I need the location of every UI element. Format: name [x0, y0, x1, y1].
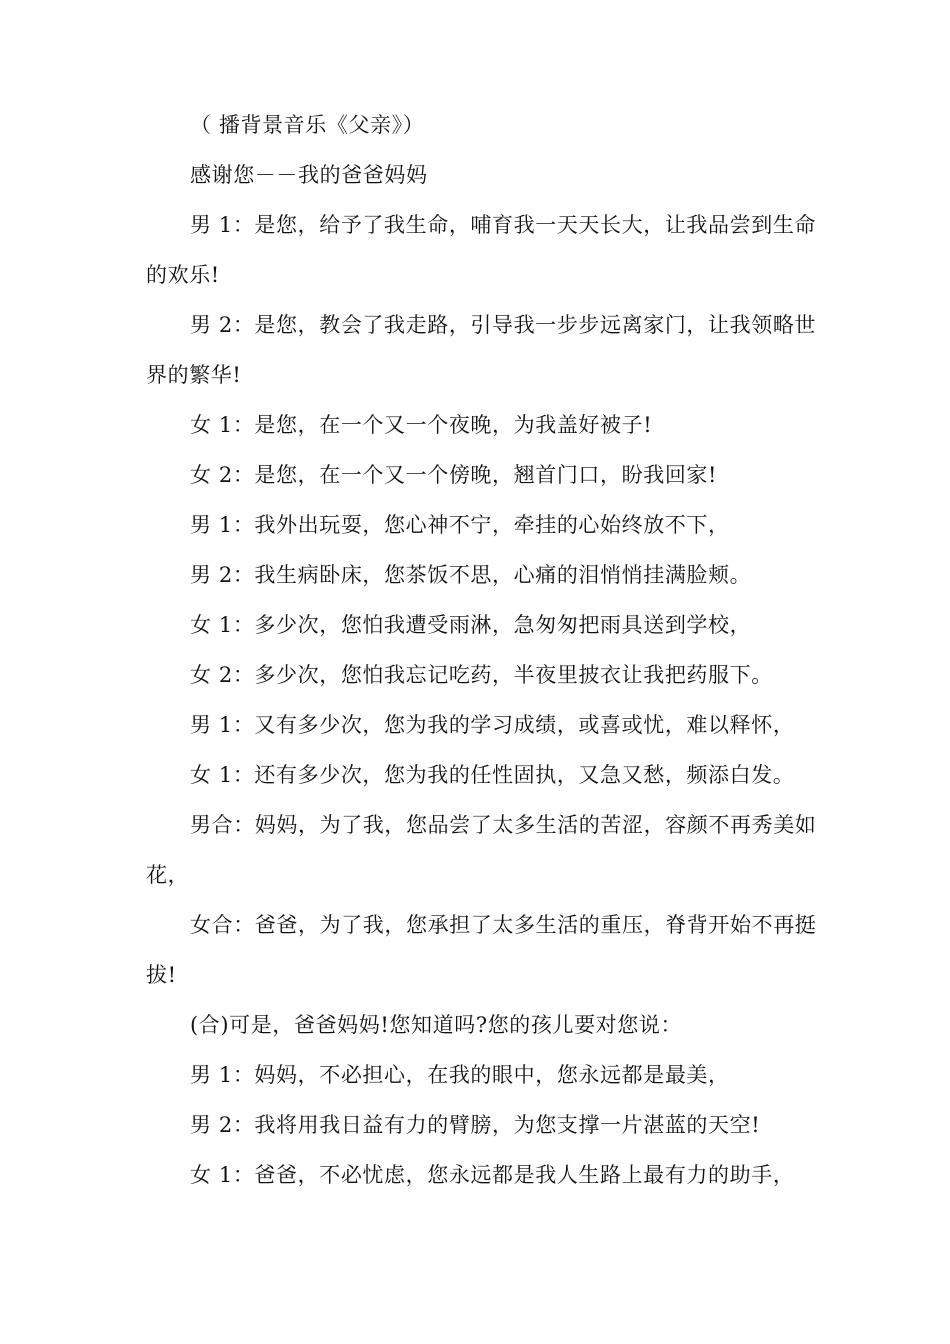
- script-line: 女 2：多少次，您怕我忘记吃药，半夜里披衣让我把药服下。: [190, 663, 773, 687]
- script-line: 男 2：我将用我日益有力的臂膀，为您支撑一片湛蓝的天空!: [190, 1113, 761, 1137]
- script-line: 男合：妈妈，为了我，您品尝了太多生活的苦涩，容颜不再秀美如花，: [146, 813, 817, 887]
- script-line: 男 1：又有多少次，您为我的学习成绩，或喜或忧，难以释怀，: [190, 713, 795, 737]
- program-title: 感谢您－－我的爸爸妈妈: [190, 163, 428, 187]
- script-line: 女 1：是您，在一个又一个夜晚，为我盖好被子!: [190, 413, 653, 437]
- script-line: 男 1：是您，给予了我生命，哺育我一天天长大，让我品尝到生命的欢乐!: [146, 213, 817, 287]
- document-body: [146, 100, 821, 1200]
- script-line: 女 1：多少次，您怕我遭受雨淋，急匆匆把雨具送到学校，: [190, 613, 752, 637]
- script-line: (合)可是，爸爸妈妈!您知道吗?您的孩儿要对您说：: [190, 1013, 683, 1037]
- script-line: 女合：爸爸，为了我，您承担了太多生活的重压，脊背开始不再挺拔!: [146, 913, 817, 987]
- script-line: 男 1：我外出玩耍，您心神不宁，牵挂的心始终放不下，: [190, 513, 730, 537]
- music-note: （ 播背景音乐《父亲》）: [190, 113, 425, 137]
- script-line: 女 1：还有多少次，您为我的任性固执，又急又愁，频添白发。: [190, 763, 795, 787]
- script-line: 男 2：是您，教会了我走路，引导我一步步远离家门，让我领略世界的繁华!: [146, 313, 817, 387]
- script-line: 女 1：爸爸，不必忧虑，您永远都是我人生路上最有力的助手，: [190, 1163, 795, 1187]
- script-line: 男 2：我生病卧床，您茶饭不思，心痛的泪悄悄挂满脸颊。: [190, 563, 752, 587]
- script-line: 女 2：是您，在一个又一个傍晚，翘首门口，盼我回家!: [190, 463, 718, 487]
- script-line: 男 1：妈妈，不必担心，在我的眼中，您永远都是最美，: [190, 1063, 730, 1087]
